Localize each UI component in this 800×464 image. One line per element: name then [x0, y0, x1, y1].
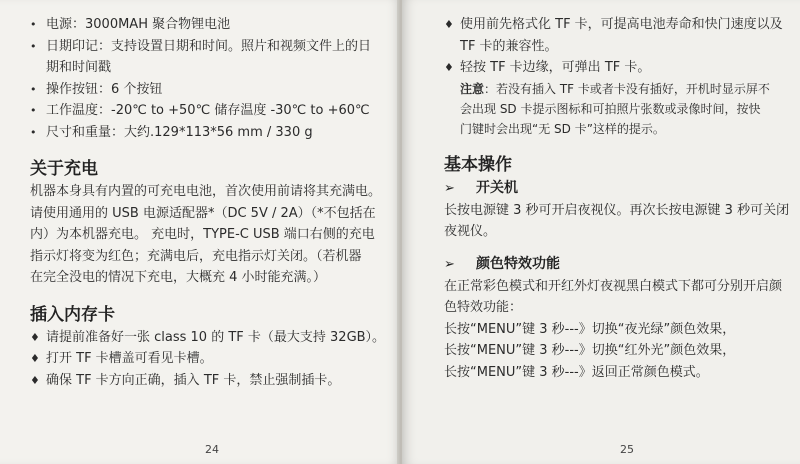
charge-heading: 关于充电	[30, 159, 98, 179]
spec-item	[30, 100, 394, 122]
bullet-dot-icon: •	[30, 82, 37, 96]
charge-paragraph-line: 机器本身具有内置的可充电电池，首次使用前请将其充满电。	[30, 184, 382, 199]
page-number-right: 25	[620, 443, 634, 456]
bullet-dot-icon: •	[30, 18, 37, 31]
power-line: 夜视仪。	[444, 224, 497, 239]
arrow-icon: ➢	[444, 180, 455, 196]
memory-card-item: ♦ 请提前准备好一张 class 10 的 TF 卡（最大支持 32GB）。	[30, 327, 394, 349]
spec-line: 期和时间戳	[46, 60, 112, 75]
spec-item	[30, 14, 394, 36]
card-tip-item: ♦ 轻按 TF 卡边缘，可弹出 TF 卡。	[444, 57, 794, 79]
memory-card-heading: 插入内存卡	[30, 304, 115, 325]
card-tip-item: ♦ 使用前先格式化 TF 卡，可提高电池寿命和快门速度以及 TF 卡的兼容性。	[444, 14, 794, 57]
bullet-diamond-icon: ♦	[444, 18, 454, 31]
note-block	[444, 79, 794, 139]
power-line: 长按电源键 3 秒可开启夜视仪。再次长按电源键 3 秒可关闭	[444, 202, 790, 218]
bullet-dot-icon: •	[30, 39, 37, 53]
charge-paragraph-line: 指示灯将变为红色；充满电后，充电指示灯关闭。（若机器	[30, 248, 362, 264]
bullet-dot-icon: •	[30, 125, 37, 139]
bullet-diamond-icon: ♦	[30, 352, 40, 365]
spec-line: 工作温度：-20℃ to +50℃ 储存温度 -30℃ to +60℃	[46, 103, 370, 118]
arrow-icon: ➢	[444, 256, 455, 272]
bullet-diamond-icon: ♦	[444, 61, 454, 74]
bullet-diamond-icon: ♦	[30, 330, 40, 344]
spec-line: 操作按钮：6 个按钮	[46, 81, 163, 97]
right-page-content	[444, 14, 794, 383]
memory-card-item: ♦ 打开 TF 卡槽盖可看见卡槽。	[30, 348, 394, 370]
spec-line: 尺寸和重量：大约.129*113*56 mm / 330 g	[46, 124, 313, 140]
spec-item	[30, 122, 394, 144]
note-line: 会出现 SD 卡提示图标和可拍照片张数或录像时间，按快	[460, 101, 761, 116]
color-effect-line: 长按“MENU”键 3 秒---》切换“夜光绿”颜色效果，	[444, 321, 736, 337]
note-label: 注意	[460, 81, 485, 96]
charge-paragraph-line: 内）为本机器充电。 充电时，TYPE-C USB 端口右侧的充电	[30, 227, 375, 242]
card-tip-line: TF 卡的兼容性。	[460, 38, 558, 54]
page-number-left: 24	[205, 443, 219, 456]
basic-operations-heading: 基本操作	[444, 154, 512, 175]
spec-item	[30, 79, 394, 101]
power-heading: ➢ 开关机	[444, 177, 794, 200]
color-effect-line: 色特效功能：	[444, 300, 523, 315]
color-effect-line: 长按“MENU”键 3 秒---》返回正常颜色模式。	[444, 364, 709, 380]
charge-paragraph-line: 请使用通用的 USB 电源适配器*（DC 5V / 2A）（*不包括在	[30, 205, 376, 221]
note-line: 门键时会出现“无 SD 卡”这样的提示。	[460, 121, 665, 136]
spec-line: 日期印记：支持设置日期和时间。照片和视频文件上的日	[46, 38, 372, 54]
spec-line: 电源：3000MAH 聚合物锂电池	[46, 17, 231, 32]
note-line: ：若没有插入 TF 卡或者卡没有插好，开机时显示屏不	[484, 81, 770, 96]
right-page	[402, 0, 800, 464]
color-effect-heading: ➢ 颜色特效功能	[444, 253, 794, 276]
charge-paragraph-line: 在完全没电的情况下充电，大概充 4 小时能充满。）	[30, 270, 327, 285]
spec-item	[30, 36, 394, 79]
bullet-diamond-icon: ♦	[30, 373, 40, 387]
color-effect-line: 在正常彩色模式和开红外灯夜视黑白模式下都可分别开启颜	[444, 278, 783, 294]
memory-card-item: ♦ 确保 TF 卡方向正确，插入 TF 卡，禁止强制插卡。	[30, 370, 394, 392]
bullet-dot-icon: •	[30, 104, 37, 117]
left-page-content	[30, 14, 394, 391]
color-effect-line: 长按“MENU”键 3 秒---》切换“红外光”颜色效果，	[444, 343, 736, 358]
